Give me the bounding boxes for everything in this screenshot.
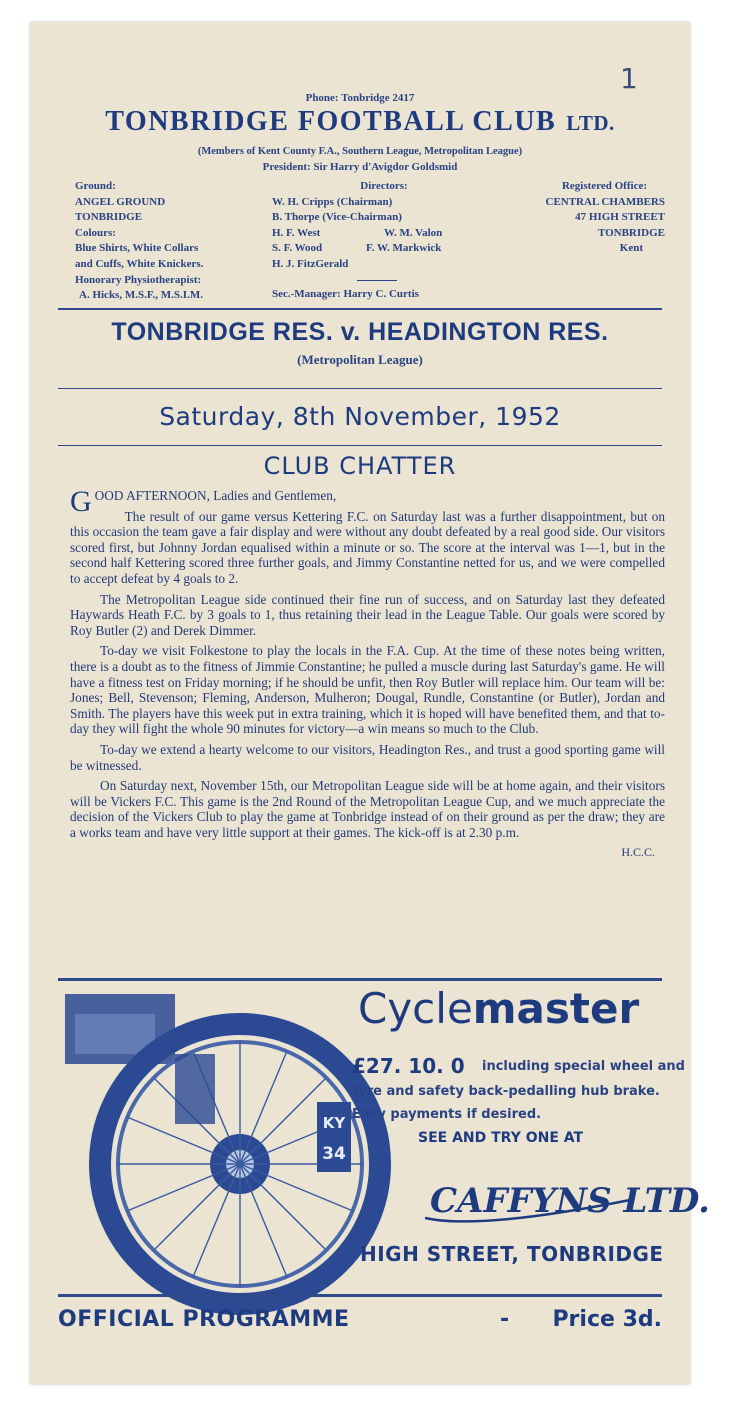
- official-programme-label: OFFICIAL PROGRAMME: [58, 1307, 350, 1332]
- article-initials: H.C.C.: [621, 845, 655, 860]
- club-name: TONBRIDGE FOOTBALL CLUB: [105, 106, 557, 137]
- see-and-try: SEE AND TRY ONE AT: [418, 1130, 584, 1146]
- director-name: H. J. FitzGerald: [272, 257, 349, 270]
- director-name: B. Thorpe (Vice-Chairman): [272, 211, 402, 224]
- sec-manager: Sec.-Manager: Harry C. Curtis: [272, 287, 419, 300]
- office-line: 47 HIGH STREET: [575, 211, 665, 224]
- advert-address: HIGH STREET, TONBRIDGE: [360, 1242, 664, 1266]
- left-info-column: [75, 179, 203, 304]
- members-line: (Members of Kent County F.A., Southern League, Metropolitan League): [197, 146, 523, 157]
- article-paragraph: The Metropolitan League side continued their fine run of success, and on Saturday last they defeated Haywards Heath F.C. by 3 goals to 1, thus retaining their lead in the League Table. Our goals were scored by Roy Butler (2) and Derek Dimmer.: [70, 591, 665, 638]
- director-row: [272, 210, 492, 226]
- club-suffix: LTD.: [566, 111, 615, 135]
- date-rule-bottom: [58, 445, 662, 446]
- director-row: [272, 226, 492, 242]
- advert-price: £27. 10. 0: [352, 1054, 465, 1078]
- director-name: H. F. West: [272, 226, 321, 239]
- info-line: Colours:: [75, 226, 116, 239]
- brand-light: Cycle: [358, 984, 473, 1033]
- bicycle-wheel-illustration: [65, 994, 395, 1304]
- advert-brand: [358, 984, 639, 1033]
- info-line: TONBRIDGE: [75, 211, 143, 224]
- info-line: A. Hicks, M.S.F., M.S.I.M.: [79, 289, 203, 302]
- office-line: Registered Office:: [561, 180, 647, 192]
- director-row: [272, 195, 492, 211]
- match-title: TONBRIDGE RES. v. HEADINGTON RES.: [111, 318, 609, 346]
- directors-column: [272, 179, 492, 302]
- article-paragraph: On Saturday next, November 15th, our Metropolitan League side will be at home again, and their visitors will be Vickers F.C. This game is the 2nd Round of the Metropolitan League Cup, and we much appreciate the decision of the Vickers Club to play the game at Tonbridge instead of on their ground as per the draw; they are a works team and have very little support at their games. The kick-off is at 2.30 p.m.: [70, 778, 665, 840]
- article-heading: CLUB CHATTER: [263, 452, 457, 480]
- match-date: Saturday, 8th November, 1952: [159, 402, 561, 431]
- advert-divider: [58, 978, 662, 981]
- office-line: CENTRAL CHAMBERS: [545, 195, 665, 208]
- header-divider: [58, 308, 662, 310]
- programme-price: Price 3d.: [552, 1307, 662, 1332]
- club-chatter-article: [70, 485, 665, 866]
- club-title: [30, 106, 690, 138]
- info-line: Ground:: [75, 180, 116, 192]
- director-name: W. M. Valon: [384, 226, 443, 239]
- info-line: ANGEL GROUND: [75, 195, 166, 208]
- director-row: [272, 241, 492, 257]
- article-paragraph: The result of our game versus Kettering F.C. on Saturday last was a further disappointment, but on this occasion the team gave a fair display and were without any doubt defeated by a real good side. Our visitors scored first, but Johnny Jordan equalised within a minute or so. The score at the interval was 1—1, but in the second half Kettering scored three further goals, and Jimmy Constantine netted for us, and we were compelled to accept defeat by 4 goals to 2.: [70, 508, 665, 586]
- short-divider: [357, 280, 397, 281]
- brand-bold: master: [472, 984, 640, 1033]
- info-line: Honorary Physiotherapist:: [75, 273, 202, 286]
- greeting-text: OOD AFTERNOON, Ladies and Gentlemen,: [94, 488, 337, 503]
- director-name: F. W. Markwick: [366, 242, 442, 255]
- directors-heading: Directors:: [360, 180, 408, 192]
- phone-line: Phone: Tonbridge 2417: [305, 92, 415, 104]
- drop-cap: G: [70, 485, 92, 518]
- info-line: and Cuffs, White Knickers.: [75, 257, 204, 270]
- president-line: President: Sir Harry d'Avigdor Goldsmid: [262, 161, 458, 173]
- match-league: (Metropolitan League): [297, 352, 423, 367]
- plate-top-text: KY: [322, 1114, 346, 1132]
- caffyns-text: CAFFYNS LTD.: [430, 1181, 711, 1221]
- office-line: Kent: [619, 242, 643, 255]
- footer-dash: -: [500, 1307, 510, 1332]
- article-paragraph: To-day we visit Folkestone to play the locals in the F.A. Cup. At the time of these notes being written, there is a doubt as to the fitness of Jimmie Constantine; he pulled a muscle during last Saturday's game. He will have a fitness test on Friday morning; if he should be unfit, then Roy Butler will replace him. Our team will be: Jones; Bell, Stevenson; Fleming, Anderson, Mulheron; Dougal, Rundle, Constantine (or Butler), Jordan and Smith. The players have this week put in extra training, which it is hoped will have benefited them, and that to-day they will fight the whole 90 minutes for victory—a win means so much to the Club.: [70, 643, 665, 737]
- advert-line: including special wheel and: [482, 1059, 685, 1074]
- programme-sheet: [30, 22, 711, 1384]
- greeting-paragraph: [70, 485, 665, 518]
- page-number: 1: [620, 62, 638, 95]
- director-name: W. H. Cripps (Chairman): [272, 195, 393, 208]
- info-line: Blue Shirts, White Collars: [75, 242, 199, 255]
- advert-line: Easy payments if desired.: [352, 1107, 542, 1122]
- plate-bottom-text: 34: [322, 1144, 346, 1164]
- advert-line: tyre and safety back-pedalling hub brake.: [352, 1084, 660, 1099]
- footer-divider: [58, 1294, 662, 1297]
- director-row: [272, 257, 492, 273]
- date-rule-top: [58, 388, 662, 389]
- caffyns-logo: [420, 1160, 711, 1230]
- article-paragraph: To-day we extend a hearty welcome to our visitors, Headington Res., and trust a good sporting game will be witnessed.: [70, 741, 665, 773]
- office-line: TONBRIDGE: [597, 226, 665, 239]
- registered-office-column: [485, 179, 665, 257]
- cyclemaster-advert: [60, 982, 711, 1312]
- director-name: S. F. Wood: [272, 242, 323, 255]
